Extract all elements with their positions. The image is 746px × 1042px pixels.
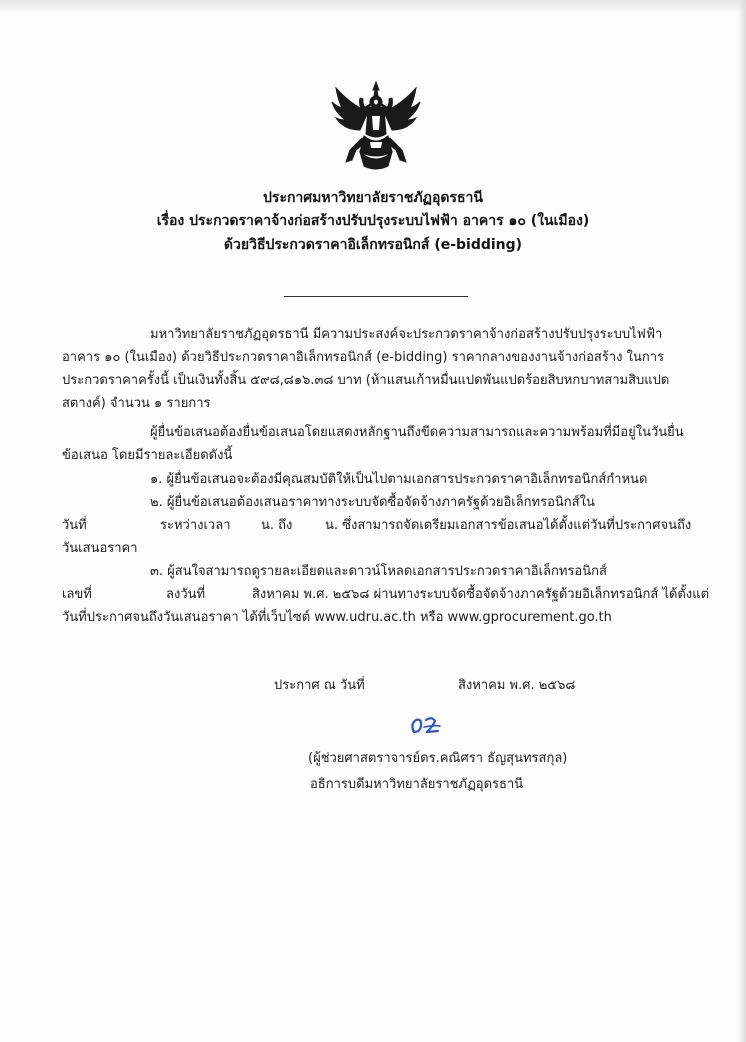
scan-shadow xyxy=(738,0,746,1042)
body-line: วันที่ประกาศจนถึงวันเสนอราคา ได้ที่เว็บไซต์ www.udru.ac.th หรือ www.gprocurement.go.th xyxy=(62,610,612,625)
time-label: น. ถึง xyxy=(261,518,293,533)
body-line: มหาวิทยาลัยราชภัฏอุดรธานี มีความประสงค์จะประกวดราคาจ้างก่อสร้างปรับปรุงระบบไฟฟ้า xyxy=(150,327,663,342)
date-label: วันที่ xyxy=(62,518,87,533)
list-item: ๓. ผู้สนใจสามารถดูรายละเอียดและดาวน์โหลดเอกสารประกวดราคาอิเล็กทรอนิกส์ xyxy=(150,564,607,579)
body-line: วันเสนอราคา xyxy=(62,541,138,556)
body-line: สิงหาคม พ.ศ. ๒๕๖๘ ผ่านทางระบบจัดซื้อจัดจ้างภาครัฐด้วยอิเล็กทรอนิกส์ ได้ตั้งแต่ xyxy=(252,587,710,602)
signer-title: อธิการบดีมหาวิทยาลัยราชภัฏอุดรธานี xyxy=(310,777,524,792)
scan-shadow xyxy=(0,0,746,14)
number-label: เลขที่ xyxy=(62,587,92,602)
announce-date-value: สิงหาคม พ.ศ. ๒๕๖๘ xyxy=(458,678,576,693)
document-method: ด้วยวิธีประกวดราคาอิเล็กทรอนิกส์ (e-bidding) xyxy=(223,237,523,253)
title-divider xyxy=(284,296,468,297)
body-line: น. ซึ่งสามารถจัดเตรียมเอกสารข้อเสนอได้ตั้งแต่วันที่ประกาศจนถึง xyxy=(325,518,692,533)
signer-name: (ผู้ช่วยศาสตราจารย์ดร.คณิศรา ธัญสุนทรสกุล) xyxy=(308,751,568,766)
body-line: ผู้ยื่นข้อเสนอต้องยื่นข้อเสนอโดยแสดงหลักฐานถึงขีดความสามารถและความพร้อมที่มีอยู่ในวันยื่น xyxy=(150,425,684,440)
body-line: ประกวดราคาครั้งนี้ เป็นเงินทั้งสิ้น ๕๙๘,๘๑๖.๓๘ บาท (ห้าแสนเก้าหมื่นแปดพันแปดร้อยสิบหกบาทสามสิบแปด xyxy=(62,373,670,388)
document-subject: เรื่อง ประกวดราคาจ้างก่อสร้างปรับปรุงระบบไฟฟ้า อาคาร ๑๐ (ในเมือง) xyxy=(156,213,590,229)
garuda-emblem-icon xyxy=(326,78,426,178)
body-line: อาคาร ๑๐ (ในเมือง) ด้วยวิธีประกวดราคาอิเล็กทรอนิกส์ (e-bidding) ราคากลางของงานจ้างก่อสร้าง ในการ xyxy=(62,350,664,365)
announce-date-label: ประกาศ ณ วันที่ xyxy=(274,678,365,693)
body-line: ข้อเสนอ โดยมีรายละเอียดดังนี้ xyxy=(62,448,233,463)
document-title: ประกาศมหาวิทยาลัยราชภัฏอุดรธานี xyxy=(263,190,483,206)
list-item: ๒. ผู้ยื่นข้อเสนอต้องเสนอราคาทางระบบจัดซื้อจัดจ้างภาครัฐด้วยอิเล็กทรอนิกส์ใน xyxy=(150,495,595,510)
list-item: ๑. ผู้ยื่นข้อเสนอจะต้องมีคุณสมบัติให้เป็นไปตามเอกสารประกวดราคาอิเล็กทรอนิกส์กำหนด xyxy=(150,472,648,487)
date-label: ลงวันที่ xyxy=(166,587,206,602)
handwritten-signature xyxy=(408,712,448,740)
time-label: ระหว่างเวลา xyxy=(160,518,231,533)
body-line: สตางค์) จำนวน ๑ รายการ xyxy=(62,396,211,411)
